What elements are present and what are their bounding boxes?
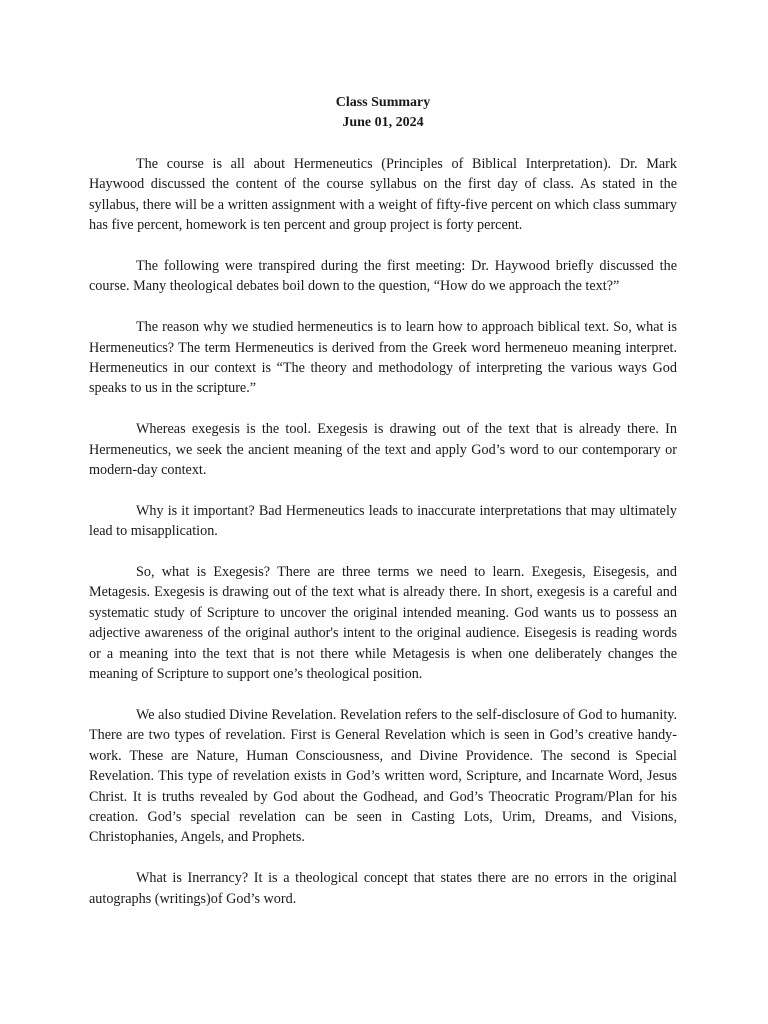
document-page xyxy=(89,93,677,929)
paragraph-exegesis-terms: So, what is Exegesis? There are three terms we need to learn. Exegesis, Eisegesis, and Metagesis. Exegesis is drawing out of the text what is already there. In short, exegesis is a careful and systematic study of Scripture to uncover the original intended meaning. God wants us to possess an adjective awareness of the original author's intent to the original audience. Eisegesis is reading words or a meaning into the text that is not there while Metagesis is when one deliberately changes the meaning of Scripture to support one’s theological position. xyxy=(89,564,677,683)
document-title: Class Summary xyxy=(335,95,431,110)
paragraph-first-meeting: The following were transpired during the first meeting: Dr. Haywood briefly discussed the course. Many theological debates boil down to the question, “How do we approach the text?” xyxy=(89,258,677,295)
document-body xyxy=(89,154,677,909)
paragraph-exegesis-tool: Whereas exegesis is the tool. Exegesis is drawing out of the text that is already there. In Hermeneutics, we seek the ancient meaning of the text and apply God’s word to our contemporary or modern-day context. xyxy=(89,421,677,479)
paragraph-inerrancy: What is Inerrancy? It is a theological concept that states there are no errors in the original autographs (writings)of God’s word. xyxy=(89,870,677,907)
paragraph-hermeneutics-definition: The reason why we studied hermeneutics is to learn how to approach biblical text. So, what is Hermeneutics? The term Hermeneutics is derived from the Greek word hermeneuo meaning interpret. Hermeneutics in our context is “The theory and methodology of interpreting the various ways God speaks to us in the scripture.” xyxy=(89,319,677,397)
document-date: June 01, 2024 xyxy=(342,115,424,130)
paragraph-divine-revelation: We also studied Divine Revelation. Revelation refers to the self-disclosure of God to humanity. There are two types of revelation. First is General Revelation which is seen in God’s creative handy-work. These are Nature, Human Consciousness, and Divine Providence. The second is Special Revelation. This type of revelation exists in God’s written word, Scripture, and Incarnate Word, Jesus Christ. It is truths revealed by God about the Godhead, and God’s Theocratic Program/Plan for his creation. God’s special revelation can be seen in Casting Lots, Urim, Dreams, and Visions, Christophanies, Angels, and Prophets. xyxy=(89,706,677,846)
document-heading xyxy=(89,93,677,133)
paragraph-course-overview: The course is all about Hermeneutics (Principles of Biblical Interpretation). Dr. Mark Haywood discussed the content of the course syllabus on the first day of class. As stated in the syllabus, there will be a written assignment with a weight of fifty-five percent on which class summary has five percent, homework is ten percent and group project is forty percent. xyxy=(89,156,677,234)
paragraph-importance: Why is it important? Bad Hermeneutics leads to inaccurate interpretations that may ultimately lead to misapplication. xyxy=(89,502,677,540)
